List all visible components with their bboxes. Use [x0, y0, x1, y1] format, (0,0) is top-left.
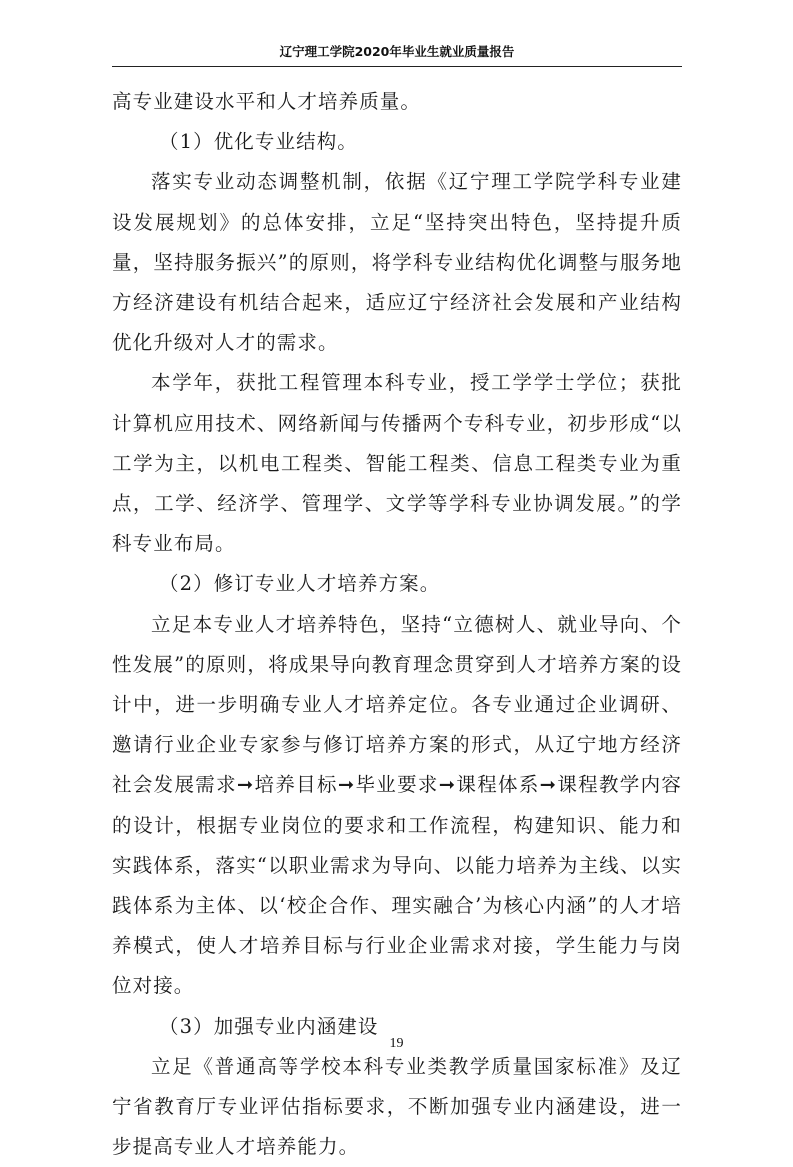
section-heading-2: （2）修订专业人才培养方案。	[159, 572, 441, 596]
document-body	[112, 82, 682, 1167]
paragraph: 本学年，获批工程管理本科专业，授工学学士学位；获批计算机应用技术、网络新闻与传播两个专科专业，初步形成“以工学为主，以机电工程类、智能工程类、信息工程类专业为重点，工学、经济学、管理学、文学等学科专业协调发展。”的学科专业布局。	[112, 371, 682, 556]
paragraph: 落实专业动态调整机制，依据《辽宁理工学院学科专业建设发展规划》的总体安排，立足“坚持突出特色，坚持提升质量，坚持服务振兴”的原则，将学科专业结构优化调整与服务地方经济建设有机结合起来，适应辽宁经济社会发展和产业结构优化升级对人才的需求。	[112, 170, 682, 355]
header-divider	[112, 66, 682, 67]
paragraph-continuation: 高专业建设水平和人才培养质量。	[112, 90, 422, 113]
section-heading-3: （3）加强专业内涵建设	[159, 1014, 379, 1038]
page-number: 19	[389, 1036, 404, 1051]
section-heading-1: （1）优化专业结构。	[159, 130, 358, 154]
running-header: 辽宁理工学院2020年毕业生就业质量报告	[279, 44, 515, 59]
paragraph: 立足《普通高等学校本科专业类教学质量国家标准》及辽宁省教育厅专业评估指标要求，不断加强专业内涵建设，进一步提高专业人才培养能力。	[112, 1054, 682, 1159]
paragraph: 立足本专业人才培养特色，坚持“立德树人、就业导向、个性发展”的原则，将成果导向教育理念贯穿到人才培养方案的设计中，进一步明确专业人才培养定位。各专业通过企业调研、邀请行业企业专家参与修订培养方案的形式，从辽宁地方经济社会发展需求➞培养目标➞毕业要求➞课程体系➞课程教学内容的设计，根据专业岗位的要求和工作流程，构建知识、能力和实践体系，落实“以职业需求为导向、以能力培养为主线、以实践体系为主体、以‘校企合作、理实融合’为核心内涵”的人才培养模式，使人才培养目标与行业企业需求对接，学生能力与岗位对接。	[112, 612, 682, 998]
